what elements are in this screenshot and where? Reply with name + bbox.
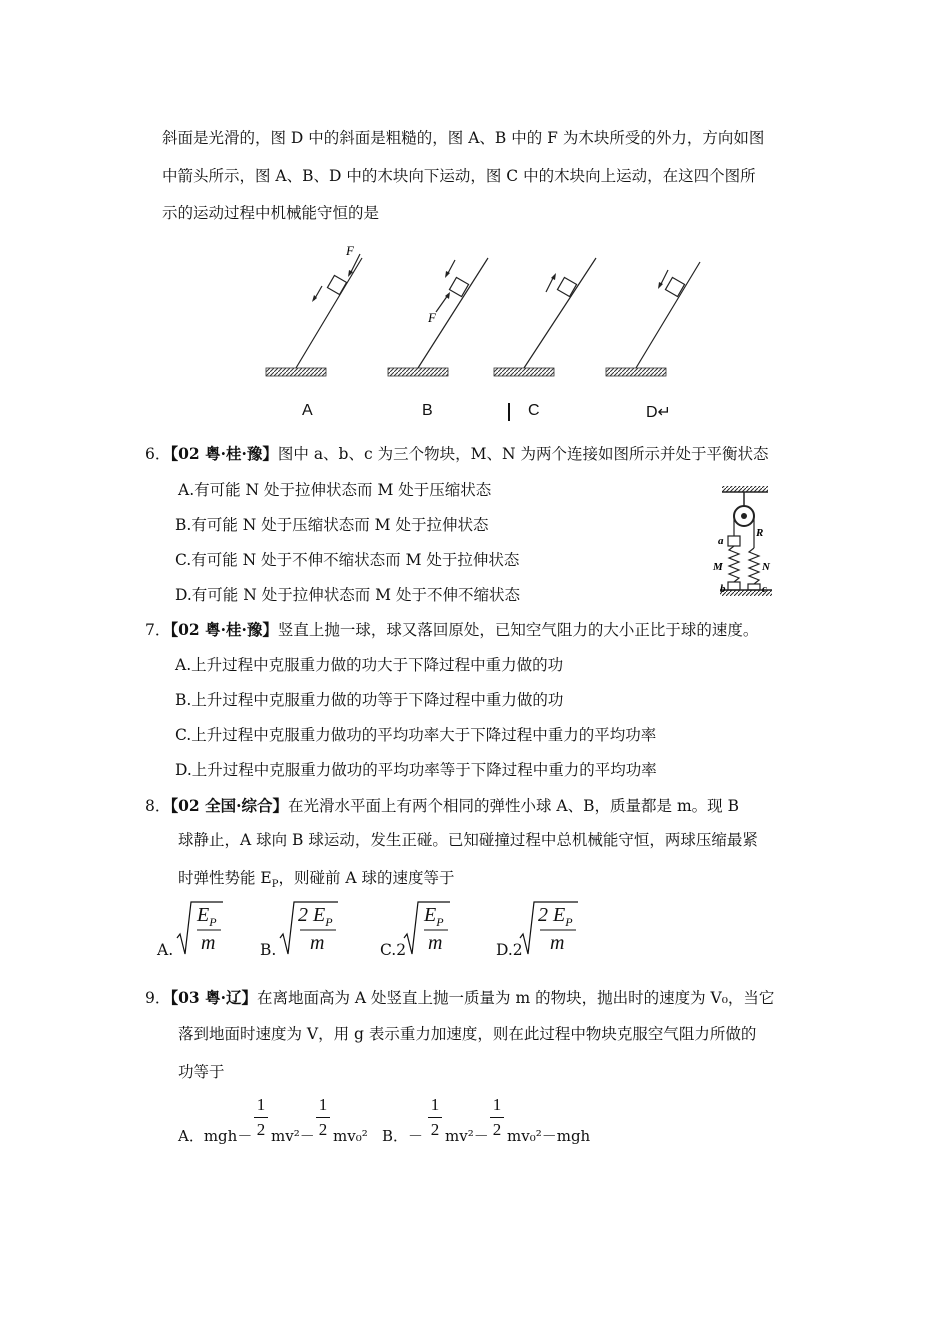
q9-option-a-label: A．mgh－ bbox=[178, 1127, 253, 1145]
q6-stem-text: 图中 a、b、c 为三个物块，M、N 为两个连接如图所示并处于平衡状态 bbox=[277, 445, 769, 463]
q7-number: 7． bbox=[145, 621, 171, 639]
spring-label-n: N bbox=[762, 561, 770, 573]
q7-option-c: C.上升过程中克服重力做功的平均功率大于下降过程中重力的平均功率 bbox=[175, 726, 657, 744]
spring-label-m: M bbox=[713, 561, 723, 573]
q7-stem-text: 竖直上抛一球，球又落回原处，已知空气阻力的大小正比于球的速度。 bbox=[277, 621, 759, 639]
q6-source: 【02 粤·桂·豫】 bbox=[170, 444, 278, 463]
q8-number: 8． bbox=[145, 797, 171, 815]
q8-stem-text-1: 在光滑水平面上有两个相同的弹性小球 A、B，质量都是 m。现 B bbox=[288, 797, 739, 815]
q9-option-b-mid: mv²－ bbox=[445, 1127, 489, 1145]
q8-option-d: D.2 2 $E_P$ m bbox=[494, 898, 604, 962]
intro-line-1: 斜面是光滑的，图 D 中的斜面是粗糙的，图 A、B 中的 F 为木块所受的外力，方向如图 bbox=[162, 129, 765, 147]
q8-option-c: C.2 $E_P$ m bbox=[378, 898, 478, 962]
q6-option-d: D.有可能 N 处于拉伸状态而 M 处于不伸不缩状态 bbox=[175, 586, 520, 604]
spring-figure bbox=[710, 484, 790, 600]
q9-source: 【03 粤·辽】 bbox=[170, 988, 257, 1007]
incline-figure bbox=[250, 240, 710, 430]
q9-stem-text-1: 在离地面高为 A 处竖直上抛一质量为 m 的物块，抛出时的速度为 V₀，当它 bbox=[257, 989, 775, 1007]
spring-label-a: a bbox=[718, 535, 724, 547]
intro-line-3: 示的运动过程中机械能守恒的是 bbox=[162, 204, 380, 222]
q9-option-a-end: mv₀² bbox=[333, 1127, 368, 1145]
spring-label-b: b bbox=[720, 583, 726, 595]
q9-option-b-label: B．－ bbox=[382, 1127, 424, 1145]
incline-label-b: B bbox=[422, 402, 433, 419]
q8-stem-2: 球静止，A 球向 B 球运动，发生正碰。已知碰撞过程中总机械能守恒，两球压缩最紧 bbox=[178, 831, 758, 849]
q9-stem-3: 功等于 bbox=[178, 1063, 225, 1081]
q9-stem-1 bbox=[145, 988, 774, 1008]
spring-label-r: R bbox=[756, 527, 764, 539]
q7-option-a: A.上升过程中克服重力做的功大于下降过程中重力做的功 bbox=[175, 656, 564, 674]
q8-source: 【02 全国·综合】 bbox=[170, 796, 288, 815]
q8-option-a: A. $E_P$ m bbox=[155, 898, 255, 962]
intro-line-2: 中箭头所示，图 A、B、D 中的木块向下运动，图 C 中的木块向上运动，在这四个图所 bbox=[162, 167, 756, 185]
q9-number: 9． bbox=[145, 989, 171, 1007]
q9-frac-2: 1 2 bbox=[316, 1094, 330, 1141]
incline-a bbox=[266, 243, 362, 376]
q6-number: 6． bbox=[145, 445, 171, 463]
q6-option-c: C.有可能 N 处于不伸不缩状态而 M 处于拉伸状态 bbox=[175, 551, 520, 569]
q7-option-b: B.上升过程中克服重力做的功等于下降过程中重力做的功 bbox=[175, 691, 564, 709]
q7-option-d: D.上升过程中克服重力做功的平均功率等于下降过程中重力的平均功率 bbox=[175, 761, 657, 779]
q8-stem-3: 时弹性势能 $E_P$，则碰前 A 球的速度等于 bbox=[178, 869, 455, 891]
q8-option-b: B. 2 $E_P$ m bbox=[258, 898, 368, 962]
q7-stem bbox=[145, 620, 758, 640]
q6-stem bbox=[145, 444, 768, 464]
incline-d bbox=[606, 262, 700, 376]
incline-b bbox=[388, 258, 488, 376]
incline-c bbox=[494, 258, 596, 376]
q6-option-a: A.有可能 N 处于拉伸状态而 M 处于压缩状态 bbox=[178, 481, 492, 499]
q9-frac-3: 1 2 bbox=[428, 1094, 442, 1141]
incline-label-d: D↵ bbox=[646, 404, 671, 421]
spring-label-c: c bbox=[762, 583, 767, 595]
q8-stem-1 bbox=[145, 796, 739, 816]
incline-label-a: A bbox=[302, 402, 313, 419]
q6-option-b: B.有可能 N 处于压缩状态而 M 处于拉伸状态 bbox=[175, 516, 489, 534]
incline-label-c: C bbox=[528, 402, 540, 419]
q9-stem-2: 落到地面时速度为 V，用 g 表示重力加速度，则在此过程中物块克服空气阻力所做的 bbox=[178, 1025, 757, 1043]
force-label-a: F bbox=[346, 243, 354, 258]
force-label-b: F bbox=[428, 310, 436, 325]
q9-frac-4: 1 2 bbox=[490, 1094, 504, 1141]
q9-option-a-mid: mv²－ bbox=[271, 1127, 315, 1145]
q7-source: 【02 粤·桂·豫】 bbox=[170, 620, 278, 639]
q9-option-b-end: mv₀²－mgh bbox=[507, 1127, 591, 1145]
q9-frac-1: 1 2 bbox=[254, 1094, 268, 1141]
